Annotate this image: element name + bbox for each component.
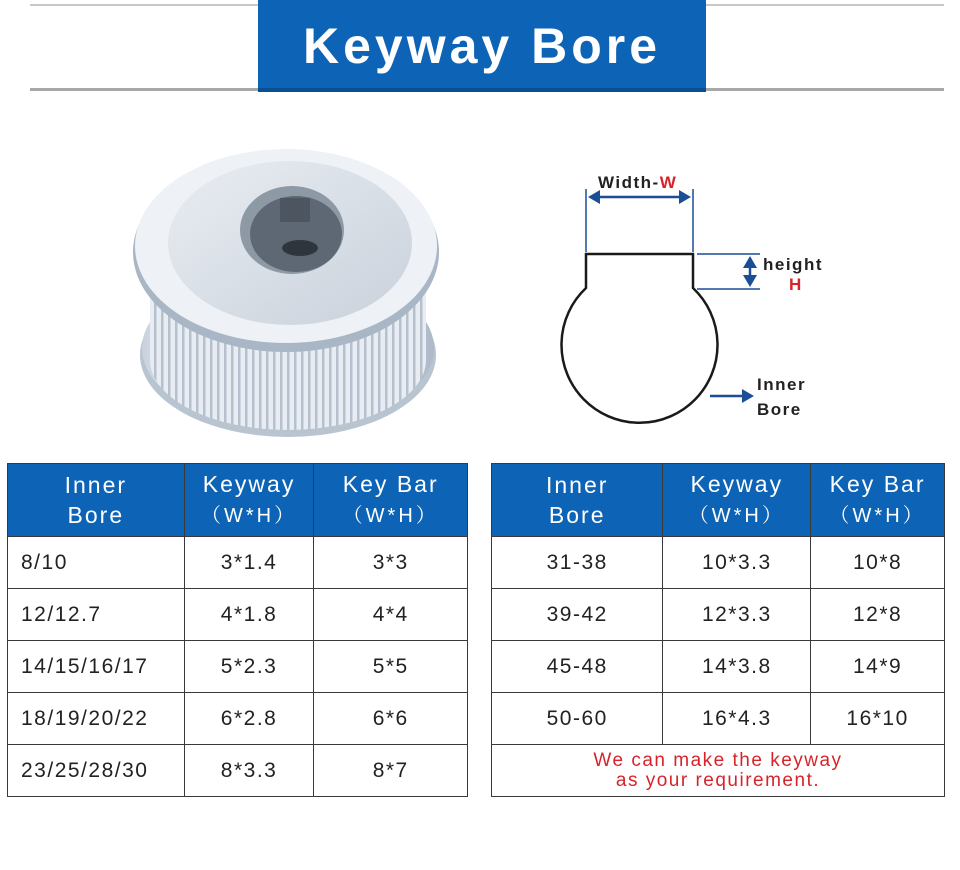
table-row (8, 641, 468, 693)
height-label: height (763, 255, 823, 274)
custom-keyway-note: We can make the keyway as your requirement. (492, 745, 945, 797)
table-row (492, 589, 945, 641)
cell-inner-bore: 50-60 (492, 693, 663, 745)
table-row (492, 641, 945, 693)
header-inner-bore: Inner Bore (8, 464, 185, 537)
cell-inner-bore: 12/12.7 (8, 589, 185, 641)
table-row (8, 693, 468, 745)
cell-keyway: 5*2.3 (184, 641, 314, 693)
cell-keyway: 3*1.4 (184, 537, 314, 589)
illustration (0, 100, 960, 450)
header-inner-bore: Inner Bore (492, 464, 663, 537)
table-row (8, 589, 468, 641)
cell-inner-bore: 18/19/20/22 (8, 693, 185, 745)
table-header-row (492, 464, 945, 537)
cell-inner-bore: 45-48 (492, 641, 663, 693)
header-keyway: Keyway （W*H） (663, 464, 811, 537)
cell-key-bar: 12*8 (811, 589, 945, 641)
table-header-row (8, 464, 468, 537)
table-row (492, 693, 945, 745)
cell-keyway: 14*3.8 (663, 641, 811, 693)
width-letter: W (659, 173, 678, 192)
cell-inner-bore: 8/10 (8, 537, 185, 589)
keyway-table-right (491, 463, 945, 797)
cell-keyway: 16*4.3 (663, 693, 811, 745)
cell-inner-bore: 31-38 (492, 537, 663, 589)
cell-key-bar: 10*8 (811, 537, 945, 589)
cell-key-bar: 3*3 (314, 537, 468, 589)
header-rule-right (706, 88, 944, 91)
cell-inner-bore: 14/15/16/17 (8, 641, 185, 693)
cell-inner-bore: 39-42 (492, 589, 663, 641)
cell-key-bar: 8*7 (314, 745, 468, 797)
header-keyway: Keyway （W*H） (184, 464, 314, 537)
pulley-image (133, 149, 439, 437)
cell-keyway: 12*3.3 (663, 589, 811, 641)
bore-label-line2: Bore (757, 400, 802, 419)
table-row (8, 537, 468, 589)
header-rule-left (30, 88, 258, 91)
header-key-bar: Key Bar （W*H） (314, 464, 468, 537)
header-rule-top-left (30, 4, 258, 6)
header-rule-top-right (706, 4, 944, 6)
header-key-bar: Key Bar （W*H） (811, 464, 945, 537)
cell-inner-bore: 23/25/28/30 (8, 745, 185, 797)
page-title: Keyway Bore (302, 18, 662, 74)
cell-keyway: 8*3.3 (184, 745, 314, 797)
keyway-table-left (7, 463, 468, 797)
cell-keyway: 10*3.3 (663, 537, 811, 589)
cell-key-bar: 5*5 (314, 641, 468, 693)
keyway-diagram (562, 189, 761, 423)
cell-key-bar: 14*9 (811, 641, 945, 693)
table-row (492, 537, 945, 589)
width-label: Width-W (598, 173, 678, 192)
table-row (8, 745, 468, 797)
cell-key-bar: 16*10 (811, 693, 945, 745)
title-banner (258, 0, 706, 92)
cell-key-bar: 6*6 (314, 693, 468, 745)
cell-key-bar: 4*4 (314, 589, 468, 641)
cell-keyway: 4*1.8 (184, 589, 314, 641)
table-note-row (492, 745, 945, 797)
height-letter: H (789, 275, 803, 294)
cell-keyway: 6*2.8 (184, 693, 314, 745)
bore-label-line1: Inner (757, 375, 807, 394)
